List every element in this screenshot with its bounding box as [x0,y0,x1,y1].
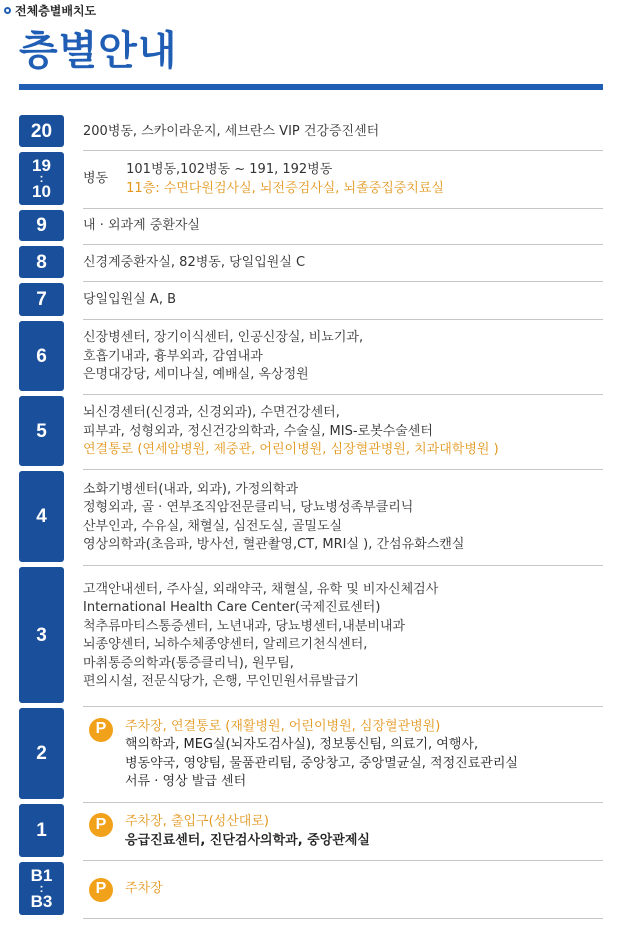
floor-text-line: 마취통증의학과(통증클리닉), 원무팀, [83,655,294,671]
floor-row-19-10 [19,151,603,209]
floor-content [83,114,603,151]
floor-text-line: 고객안내센터, 주사실, 외래약국, 채혈실, 유학 및 비자신체검사 [83,581,439,597]
page-title: 층별안내 [19,28,178,74]
floor-badge: 6 [19,321,64,391]
floor-row-1 [19,803,603,861]
floor-text-line: 척추류마티스통증센터, 노년내과, 당뇨병센터,내분비내과 [83,618,406,634]
parking-icon: P [89,813,113,837]
floor-text-line: International Health Care Center(국제진료센터) [83,600,381,615]
floor-row-3 [19,566,603,707]
floor-text-line: 산부인과, 수유실, 채혈실, 심전도실, 골밀도실 [83,518,343,534]
floor-content [83,566,603,707]
floor-badge-top: B1 [30,866,53,885]
floor-text-line: 영상의학과(초음파, 방사선, 혈관촬영,CT, MRI실 ), 간섬유화스캔실 [83,537,465,552]
floor-badge-separator: : [39,171,44,185]
floor-highlight-line: 주차장 [125,881,163,897]
floor-content [83,803,603,861]
bullet-icon [4,7,11,14]
floor-text-line: 신장병센터, 장기이식센터, 인공신장실, 비뇨기과, [83,330,364,346]
floor-content [83,245,603,282]
floor-content [83,151,603,209]
floor-row-7 [19,282,603,320]
floor-text-line: 편의시설, 전문식당가, 은행, 무인민원서류발급기 [83,674,359,689]
floor-row-4 [19,470,603,566]
floor-row-5 [19,395,603,470]
floor-highlight-line: 11층: 수면다원검사실, 뇌전증검사실, 뇌졸중집중치료실 [126,180,444,196]
floor-text-line: 서류 · 영상 발급 센터 [125,774,247,789]
floor-badge [19,862,64,915]
floor-badge: 3 [19,567,64,703]
floor-text-line: 뇌신경센터(신경과, 신경외과), 수면건강센터, [83,405,340,421]
floor-badge: 20 [19,115,64,147]
floor-content [83,320,603,395]
floor-row-2 [19,707,603,803]
parking-icon: P [89,718,113,742]
floor-badge: 8 [19,246,64,278]
floor-text-line: 은명대강당, 세미나실, 예배실, 옥상정원 [83,367,309,383]
floor-text-line: 정형외과, 골 · 연부조직암전문클리닉, 당뇨병성족부클리닉 [83,500,414,515]
breadcrumb-label: 전체층별배치도 [15,3,97,18]
floor-text-line: 뇌종양센터, 뇌하수체종양센터, 알레르기천식센터, [83,637,368,652]
parking-icon: P [89,878,113,902]
floor-badge: 5 [19,396,64,466]
floor-row-20 [19,114,603,151]
floor-text-line: 200병동, 스카이라운지, 세브란스 VIP 건강증진센터 [83,123,380,139]
floor-text-line: 피부과, 성형외과, 정신건강의학과, 수술실, MIS-로봇수술센터 [83,423,433,439]
floor-text-line: 핵의학과, MEG실(뇌자도검사실), 정보통신팀, 의료기, 여행사, [125,737,479,752]
floor-text-line: 내 · 외과계 중환자실 [83,218,200,234]
floor-highlight-line: 연결통로 (연세암병원, 제중관, 어린이병원, 심장혈관병원, 치과대학병원 ) [83,442,499,458]
floor-text-line: 소화기병센터(내과, 외과), 가정의학과 [83,481,299,497]
floor-highlight-line: 주차장, 출입구(성산대로) [125,814,269,829]
floor-row-8 [19,245,603,282]
floor-text-line: 호흡기내과, 흉부외과, 감염내과 [83,348,263,364]
title-underline [19,84,603,90]
floor-badge: 7 [19,283,64,316]
floor-text-line: 신경계중환자실, 82병동, 당일입원실 C [83,254,306,270]
floor-badge-top: 19 [32,156,51,175]
breadcrumb [4,2,96,18]
ward-group-label: 병동 [83,171,109,187]
floor-content [83,395,603,470]
floor-content [83,470,603,566]
floor-badge: 9 [19,210,64,241]
floor-row-b1-b3 [19,861,603,919]
floor-row-6 [19,320,603,395]
floor-text-line: 당일입원실 A, B [83,292,176,308]
floor-text-line: 병동약국, 영양팀, 물품관리팀, 중앙창고, 중앙멸균실, 적정진료관리실 [125,755,518,771]
floor-badge: 4 [19,471,64,562]
floor-content [83,209,603,245]
floor-badge-bottom: B3 [30,892,53,911]
floor-badge: 2 [19,708,64,799]
floor-badge [19,152,64,205]
floor-content [83,861,603,919]
floor-badge-bottom: 10 [32,182,51,201]
floor-text-line: 101병동,102병동 ~ 191, 192병동 [126,162,333,177]
floor-text-line: 응급진료센터, 진단검사의학과, 중앙관제실 [125,832,370,848]
floor-highlight-line: 주차장, 연결통로 (재활병원, 어린이병원, 심장혈관병원) [125,718,441,734]
floor-content [83,282,603,320]
floor-badge-separator: : [39,881,44,895]
floor-badge: 1 [19,804,64,857]
floor-row-9 [19,209,603,245]
floor-content [83,707,603,803]
